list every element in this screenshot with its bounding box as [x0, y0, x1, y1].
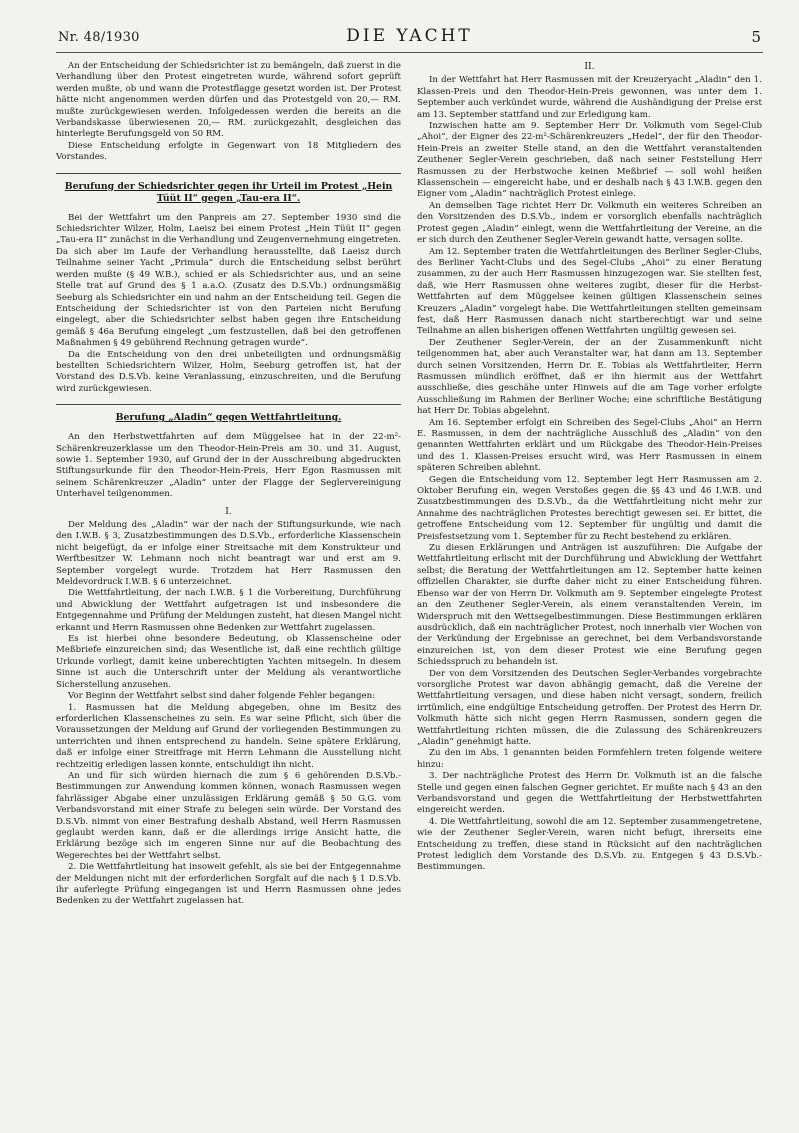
roman-numeral-heading: II.: [584, 61, 595, 72]
paragraph: Der Meldung des „Aladin“ war der nach der Stiftungsurkunde, wie nach den I.W.B. § 3, Zusatzbestimmungen des D.S.Vb., erforderliche Klassenschein nicht beigefügt, da er infolge einer Streitsache mit dem Konstrukteur und Werftbesitzer W. Lehmann noch nicht beantragt war und erst am 9. September vorgelegt wurde. Trotzdem hat Herr Rasmussen den Meldevordruck I.W.B. § 6 unterzeichnet.: [56, 520, 401, 588]
section-heading: Berufung „Aladin“ gegen Wettfahrtleitung.: [115, 412, 342, 424]
paragraph: An den Herbstwettfahrten auf dem Müggelsee hat in der 22-m²-Schärenkreuzerklasse um den Theodor-Hein-Preis am 30. und 31. August, sowie 1. September 1930, auf Grund der in der Ausschreibung abgedruckten Stiftungsurkunde für den Theodor-Hein-Preis, Herr Egon Rasmussen mit seinem Schärenkreuzer „Aladin“ unter der Flagge der Seglervereinigung Unterhavel teilgenommen.: [56, 432, 401, 500]
page-header: [56, 22, 763, 53]
roman-numeral-heading: I.: [225, 505, 232, 517]
page-number: 5: [751, 28, 761, 46]
paragraph: Gegen die Entscheidung vom 12. September legt Herr Rasmussen am 2. Oktober Berufung ein, wegen Verstoßes gegen die §§ 43 und 46 I.W.B. und Zusatzbestimmungen des D.S.Vb., da die Wettfahrtleitung nicht mehr zur Annahme des nachträglichen Protestes berechtigt gewesen sei. Er bittet, die getroffene Entscheidung vom 12. September für ungültig und damit die Preisfestsetzung vom 1. September für zu Recht bestehend zu erklären.: [417, 474, 762, 542]
paragraph: In der Wettfahrt hat Herr Rasmussen mit der Kreuzeryacht „Aladin“ den 1. Klassen-Preis und den Theodor-Hein-Preis gewonnen, was unter dem 1. September auch verkündet wurde, während die Aushändigung der Preise erst am 13. September stattfand und zur Erledigung kam.: [417, 75, 762, 120]
paragraph: Am 16. September erfolgt ein Schreiben des Segel-Clubs „Ahoi“ an Herrn E. Rasmussen, in dem der nachträgliche Ausschluß des „Aladin“ von den genannten Wettfahrten erklärt und um Rückgabe des Theodor-Hein-Preises und des 1. Klassen-Preises ersucht wird, was Herr Rasmussen in einem späteren Schreiben ablehnt.: [417, 417, 762, 474]
paragraph: Der Zeuthener Segler-Verein, der an der Zusammenkunft nicht teilgenommen hat, aber auch Veranstalter war, hat dann am 13. September durch seinen Vorsitzenden, Herrn Dr. E. Tobias als Wettfahrtleiter, Herrn Rasmussen mündlich eröffnet, daß er ihn hiermit aus der Wettfahrt ausschließe, dies geschähe unter Hinweis auf die am Tage vorher erfolgte Ausschließung im Rahmen der Berliner Woche; eine schriftliche Bestätigung hat Herr Dr. Tobias abgelehnt.: [417, 337, 762, 417]
paragraph: Inzwischen hatte am 9. September Herr Dr. Volkmuth vom Segel-Club „Ahoi“, der Eigner des 22-m²-Schärenkreuzers „Hedel“, der für den Theodor-Hein-Preis an zweiter Stelle stand, an den die Wettfahrt veranstaltenden Zeuthener Segler-Verein geschrieben, daß nach seiner Feststellung Herr Rasmussen zu der Herbstwoche keinen Meßbrief — soll wohl heißen Klassenschein — eingereicht habe, und er deshalb nach § 43 I.W.B. gegen den Eigner vom „Aladin“ nachträglich Protest einlege.: [417, 121, 762, 200]
paragraph: 1. Rasmussen hat die Meldung abgegeben, ohne im Besitz des erforderlichen Klassenscheines zu sein. Es war seine Pflicht, sich über die Voraussetzungen der Meldung auf Grund der vorliegenden Bestimmungen zu unterrichten und ihnen entsprechend zu handeln. Seine spätere Erklärung, daß er infolge einer Streitfrage mit Herrn Lehmann die Ausstellung nicht rechtzeitig erledigen lassen konnte, entschuldigt ihn nicht.: [56, 702, 401, 770]
left-column: [56, 61, 401, 908]
paragraph: Bei der Wettfahrt um den Panpreis am 27. September 1930 sind die Schiedsrichter Wilzer, Holm, Laeisz bei einem Protest „Hein Tüüt II“ gegen „Tau-era II“ zunächst in die Verhandlung und Zeugenvernehmung eingetreten. Da sich aber im Laufe der Verhandlung herausstellte, daß Laeisz durch Teilnahme seiner Yacht „Primula“ durch die Entscheidung selbst berührt werden mußte (§ 49 W.B.), schied er als Schiedsrichter aus, und an seine Stelle trat auf Grund des § 1 a.a.O. (Zusatz des D.S.Vb.) ordnungsmäßig Seeburg als Schiedsrichter ein und nahm an der Entscheidung teil. Gegen die Entscheidung der Schiedsrichter ist von den Parteien nicht Berufung eingelegt, aber die Schiedsrichter selbst haben gegen ihre Entscheidung gemäß § 46a Berufung eingelegt „um festzustellen, daß bei den getroffenen Maßnahmen § 49 gebührend Rechnung getragen wurde“.: [56, 212, 401, 349]
paragraph: Die Wettfahrtleitung, der nach I.W.B. § 1 die Vorbereitung, Durchführung und Abwicklung der Wettfahrt aufgetragen ist und insbesondere die Entgegennahme und Prüfung der Meldungen zusteht, hat diesen Mangel nicht erkannt und Herrn Rasmussen ohne Bedenken zur Wettfahrt zugelassen.: [56, 588, 401, 633]
paragraph: Diese Entscheidung erfolgte in Gegenwart von 18 Mitgliedern des Vorstandes.: [56, 140, 401, 163]
paragraph: Der von dem Vorsitzenden des Deutschen Segler-Verbandes vorgebrachte vorsorgliche Protest war davon abhängig gemacht, daß die Vereine der Wettfahrtleitung versagen, und diese haben nicht versagt, sondern, freilich irrtümlich, eine endgültige Entscheidung getroffen. Der Protest des Herrn Dr. Volkmuth hätte sich nicht gegen Herrn Rasmussen, sondern gegen die Wettfahrtleitung richten müssen, die die Zulassung des Schärenkreuzers „Aladin“ genehmigt hatte.: [417, 668, 762, 747]
text-columns: [56, 61, 763, 908]
section-divider: [56, 173, 401, 174]
paragraph: An der Entscheidung der Schiedsrichter ist zu bemängeln, daß zuerst in die Verhandlung über den Protest eingetreten wurde, während sofort geprüft werden mußte, ob und wann die Protestflagge gesetzt worden ist. Der Protest hätte nicht angenommen werden dürfen und das Protestgeld von 20,— RM. mußte zurückgewiesen werden. Infolgedessen werden die bereits an die Verbandskasse überwiesenen 20,— RM. zurückgezahlt, desgleichen das hinterlegte Berufungsgeld von 50 RM.: [56, 61, 401, 140]
paragraph: Vor Beginn der Wettfahrt selbst sind daher folgende Fehler begangen:: [68, 691, 376, 702]
paragraph: Zu diesen Erklärungen und Anträgen ist auszuführen: Die Aufgabe der Wettfahrtleitung erlischt mit der Durchführung und Abwicklung der Wettfahrt selbst; die Beratung der Wettfahrtleitungen am 12. September hatte keinen offiziellen Charakter, sie durfte daher nicht zu einer Entscheidung führen. Ebenso war der von Herrn Dr. Volkmuth am 9. September eingelegte Protest an den Zeuthener Segler-Verein, als einem veranstaltenden Verein, im Widerspruch mit den Wettsegelbestimmungen. Diese Bestimmungen erklären ausdrücklich, daß ein nachträglicher Protest, noch innerhalb vier Wochen von der Verkündung der Ergebnisse an gerechnet, bei dem Verbandsvorstande einzureichen ist, von dem dieser Protest wie eine Berufung gegen Schiedsspruch zu behandeln ist.: [417, 543, 762, 668]
paragraph: 2. Die Wettfahrtleitung hat insoweit gefehlt, als sie bei der Entgegennahme der Meldungen nicht mit der erforderlichen Sorgfalt auf die nach § 1 D.S.Vb. ihr auferlegte Prüfung eingegangen ist und Herrn Rasmussen ohne jedes Bedenken zu der Wettfahrt zugelassen hat.: [56, 862, 401, 907]
masthead-title: DIE YACHT: [346, 26, 473, 46]
paragraph: An demselben Tage richtet Herr Dr. Volkmuth ein weiteres Schreiben an den Vorsitzenden des D.S.Vb., indem er vorsorglich ebenfalls nachträglich Protest gegen „Aladin“ einlegt, wenn die Wettfahrtleitung der Vereine, an die er sich durch den Zeuthener Segler-Verein gewandt hatte, versagen sollte.: [417, 200, 762, 246]
paragraph: Am 12. September traten die Wettfahrtleitungen des Berliner Segler-Clubs, des Berliner Yacht-Clubs und des Segel-Clubs „Ahoi“ zu einer Beratung zusammen, zu der auch Herr Rasmussen hinzugezogen war. Sie stellten fest, daß, wie Herr Rasmussen ohne weiteres zugibt, dieser für die Herbst-Wettfahrten auf dem Müggelsee keinen gültigen Klassenschein seines Kreuzers „Aladin“ vorgelegt habe. Die Wettfahrtleitungen stellten gemeinsam fest, daß Herr Rasmussen danach nicht startberechtigt war und seine Teilnahme an allen bisherigen offenen Wettfahrten ungültig gewesen sei.: [417, 246, 762, 337]
paragraph: Zu den im Abs. 1 genannten beiden Formfehlern treten folgende weitere hinzu:: [417, 748, 762, 770]
issue-number: Nr. 48/1930: [58, 30, 140, 45]
paragraph: Da die Entscheidung von den drei unbeteiligten und ordnungsmäßig bestellten Schiedsrichtern Wilzer, Holm, Seeburg getroffen ist, hat der Vorstand des D.S.Vb. keine Veranlassung, einzuschreiten, und die Berufung wird zurückgewiesen.: [56, 349, 401, 394]
paragraph: 3. Der nachträgliche Protest des Herrn Dr. Volkmuth ist an die falsche Stelle und gegen einen falschen Gegner gerichtet. Er mußte nach § 43 an den Verbandsvorstand und gegen die Wettfahrtleitung der Herbstwettfahrten eingereicht werden.: [417, 771, 762, 816]
section-divider: [56, 404, 401, 405]
paragraph: Es ist hierbei ohne besondere Bedeutung, ob Klassenscheine oder Meßbriefe einzureichen sind; das Wesentliche ist, daß eine rechtlich gültige Urkunde vorliegt, damit keine unberechtigten Yachten mitsegeln. In diesem Sinne ist auch die Unterschrift unter der Meldung als verantwortliche Sicherstellung anzusehen.: [56, 634, 401, 690]
right-column: [417, 61, 762, 908]
section-heading: Berufung der Schiedsrichter gegen ihr Urteil im Protest „Hein Tüüt II“ gegen „Tau-era II“.: [64, 180, 393, 204]
paragraph: An und für sich würden hiernach die zum § 6 gehörenden D.S.Vb.-Bestimmungen zur Anwendung kommen können, wonach Rasmussen wegen fahrlässiger Abgabe einer unzulässigen Erklärung gemäß § 50 G.G. vom Verbandsvorstand mit einer Strafe zu belegen sein würde. Der Vorstand des D.S.Vb. nimmt von einer Bestrafung deshalb Abstand, weil Herrn Rasmussen geglaubt werden kann, daß er die allerdings irrige Ansicht hatte, die Erklärung bezöge sich im engeren Sinne nur auf die Beobachtung des Wegerechtes bei der Wettfahrt selbst.: [56, 770, 401, 861]
paragraph: 4. Die Wettfahrtleitung, sowohl die am 12. September zusammengetretene, wie der Zeuthener Segler-Verein, waren nicht befugt, ihrerseits eine Entscheidung zu treffen, diese stand in Rücksicht auf den nachträglichen Protest lediglich dem Vorstande des D.S.Vb. zu. Entgegen § 43 D.S.Vb.-Bestimmungen.: [417, 816, 762, 873]
